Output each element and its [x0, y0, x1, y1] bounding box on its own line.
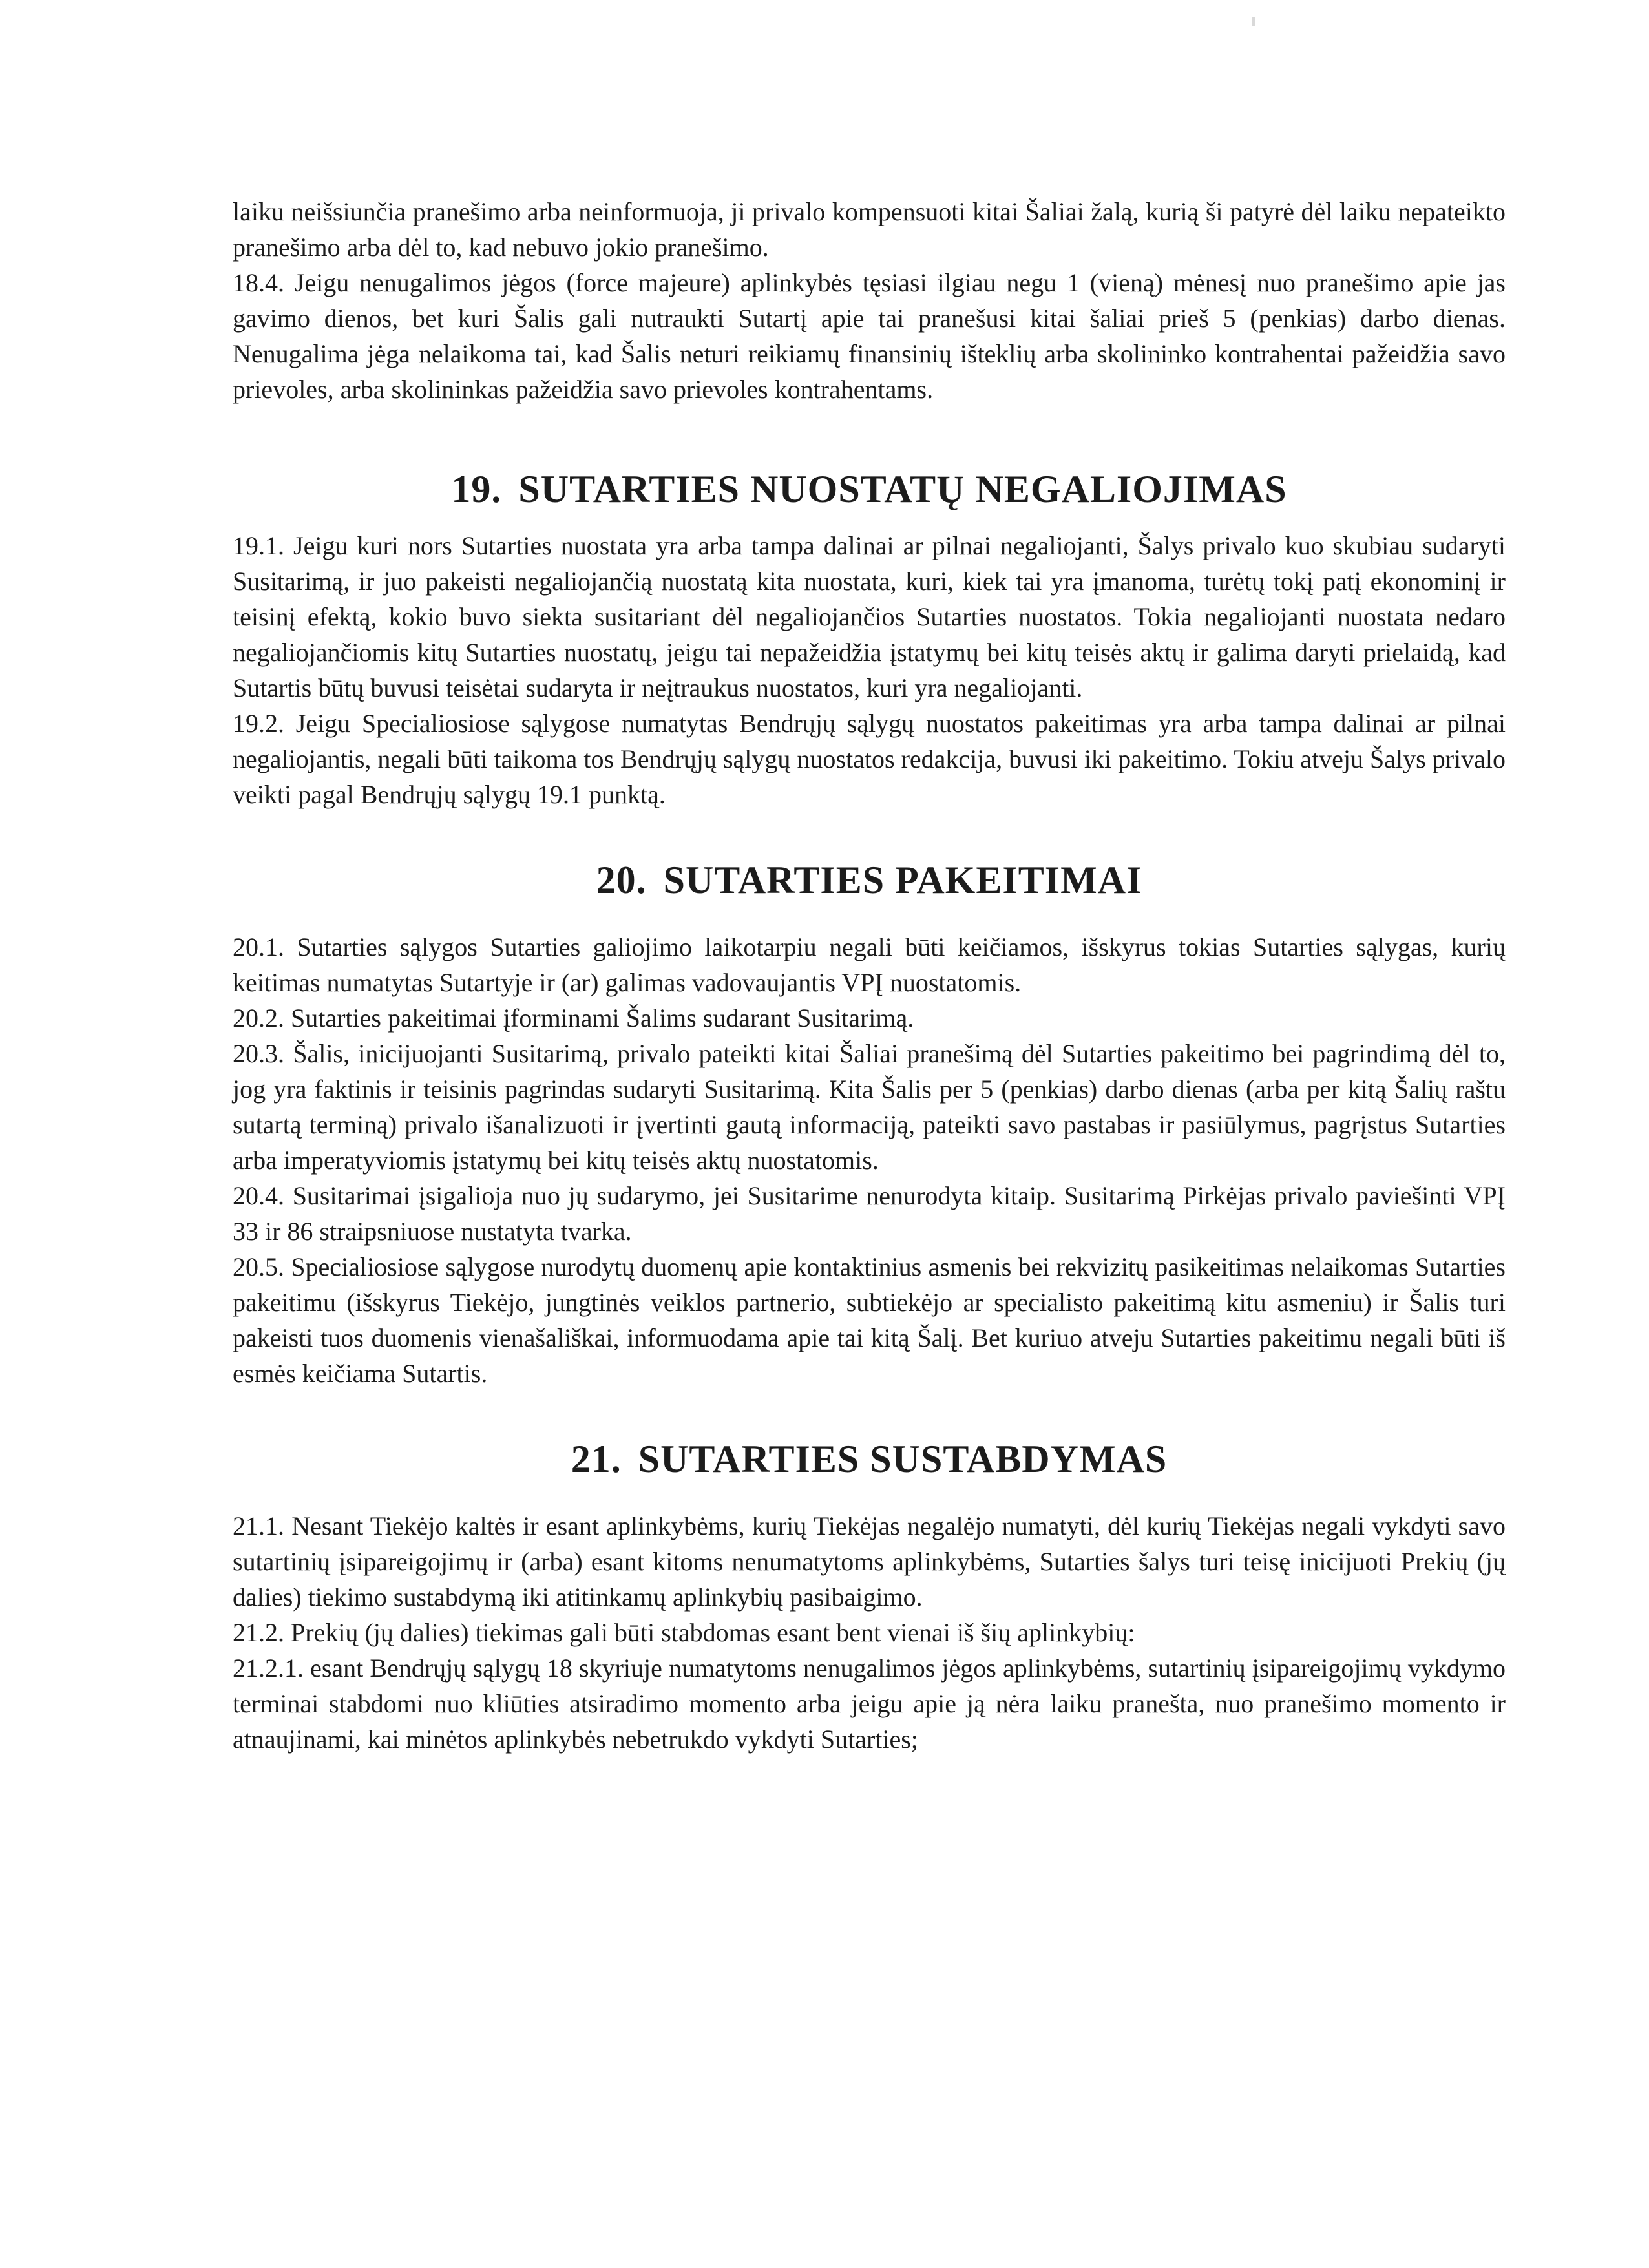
- section-number: 20.: [596, 859, 647, 901]
- paragraph-20-5: 20.5. Specialiosiose sąlygose nurodytų duomenų apie kontaktinius asmenis bei rekvizitų pasikeitimas nelaikomas Sutarties pakeitimu (išskyrus Tiekėjo, jungtinės veiklos partnerio, subtiekėjo ar specialisto pakeitimą kitu asmeniu) ir Šalis turi pakeisti tuos duomenis vienašališkai, informuodama apie tai kitą Šalį. Bet kuriuo atveju Sutarties pakeitimu negali būti iš esmės keičiama Sutartis.: [233, 1252, 1506, 1388]
- paragraph-20-3: 20.3. Šalis, inicijuojanti Susitarimą, privalo pateikti kitai Šaliai pranešimą dėl Sutarties pakeitimo bei pagrindimą dėl to, jog yra faktinis ir teisinis pagrindas sudaryti Susitarimą. Kita Šalis per 5 (penkias) darbo dienas (arba per kitą Šalių raštu sutartą terminą) privalo išanalizuoti ir įvertinti gautą informaciją, pateikti savo pastabas ir pasiūlymus, pagrįstus Sutarties arba imperatyviomis įstatymų bei kitų teisės aktų nuostatomis.: [233, 1039, 1506, 1175]
- paragraph-20-4: 20.4. Susitarimai įsigalioja nuo jų sudarymo, jei Susitarime nenurodyta kitaip. Susitarimą Pirkėjas privalo paviešinti VPĮ 33 ir 86 straipsniuose nustatyta tvarka.: [233, 1181, 1506, 1246]
- section-heading-21: [233, 1438, 1506, 1480]
- paragraph-continuation: laiku neišsiunčia pranešimo arba neinformuoja, ji privalo kompensuoti kitai Šaliai žalą, kurią ši patyrė dėl laiku nepateikto pranešimo arba dėl to, kad nebuvo jokio pranešimo.: [233, 197, 1506, 262]
- paragraph-19-2: 19.2. Jeigu Specialiosiose sąlygose numatytas Bendrųjų sąlygų nuostatos pakeitimas yra arba tampa dalinai ar pilnai negaliojantis, negali būti taikoma tos Bendrųjų sąlygų nuostatos redakcija, buvusi iki pakeitimo. Tokiu atveju Šalys privalo veikti pagal Bendrųjų sąlygų 19.1 punktą.: [233, 709, 1506, 809]
- section-title: SUTARTIES SUSTABDYMAS: [638, 1438, 1168, 1480]
- section-heading-19: [233, 468, 1506, 510]
- paragraph-21-2-1: 21.2.1. esant Bendrųjų sąlygų 18 skyriuje numatytoms nenugalimos jėgos aplinkybėms, sutartinių įsipareigojimų vykdymo terminai stabdomi nuo kliūties atsiradimo momento arba jeigu apie ją nėra laiku pranešta, nuo pranešimo momento ir atnaujinami, kai minėtos aplinkybės nebetrukdo vykdyti Sutarties;: [233, 1654, 1506, 1754]
- section-heading-20: [233, 859, 1506, 901]
- paragraph-20-2: 20.2. Sutarties pakeitimai įforminami Šalims sudarant Susitarimą.: [233, 1003, 914, 1033]
- section-title: SUTARTIES PAKEITIMAI: [663, 859, 1142, 901]
- paragraph-18-4: 18.4. Jeigu nenugalimos jėgos (force majeure) aplinkybės tęsiasi ilgiau negu 1 (vieną) mėnesį nuo pranešimo apie jas gavimo dienos, bet kuri Šalis gali nutraukti Sutartį apie tai pranešusi kitai šaliai prieš 5 (penkias) darbo dienas. Nenugalima jėga nelaikoma tai, kad Šalis neturi reikiamų finansinių išteklių arba skolininko kontrahentai pažeidžia savo prievoles, arba skolininkas pažeidžia savo prievoles kontrahentams.: [233, 268, 1506, 404]
- paragraph-21-2: 21.2. Prekių (jų dalies) tiekimas gali būti stabdomas esant bent vienai iš šių aplinkybių:: [233, 1618, 1135, 1647]
- paragraph-19-1: 19.1. Jeigu kuri nors Sutarties nuostata yra arba tampa dalinai ar pilnai negaliojanti, Šalys privalo kuo skubiau sudaryti Susitarimą, ir juo pakeisti negaliojančią nuostatą kita nuostata, kuri, kiek tai yra įmanoma, turėtų tokį patį ekonominį ir teisinį efektą, kokio buvo siekta susitariant dėl negaliojančios Sutarties nuostatos. Tokia negaliojanti nuostata nedaro negaliojančiomis kitų Sutarties nuostatų, jeigu tai nepažeidžia įstatymų bei kitų teisės aktų ir galima daryti prielaidą, kad Sutartis būtų buvusi teisėtai sudaryta ir neįtraukus nuostatos, kuri yra negaliojanti.: [233, 531, 1506, 702]
- section-number: 19.: [451, 468, 502, 510]
- document-page: [233, 194, 1506, 1757]
- section-title: SUTARTIES NUOSTATŲ NEGALIOJIMAS: [518, 468, 1287, 510]
- paragraph-20-1: 20.1. Sutarties sąlygos Sutarties galiojimo laikotarpiu negali būti keičiamos, išskyrus tokias Sutarties sąlygas, kurių keitimas numatytas Sutartyje ir (ar) galimas vadovaujantis VPĮ nuostatomis.: [233, 932, 1506, 997]
- section-number: 21.: [571, 1438, 622, 1480]
- scan-artifact: [1252, 17, 1255, 26]
- paragraph-21-1: 21.1. Nesant Tiekėjo kaltės ir esant aplinkybėms, kurių Tiekėjas negalėjo numatyti, dėl kurių Tiekėjas negali vykdyti savo sutartinių įsipareigojimų ir (arba) esant kitoms nenumatytoms aplinkybėms, Sutarties šalys turi teisę inicijuoti Prekių (jų dalies) tiekimo sustabdymą iki atitinkamų aplinkybių pasibaigimo.: [233, 1511, 1506, 1612]
